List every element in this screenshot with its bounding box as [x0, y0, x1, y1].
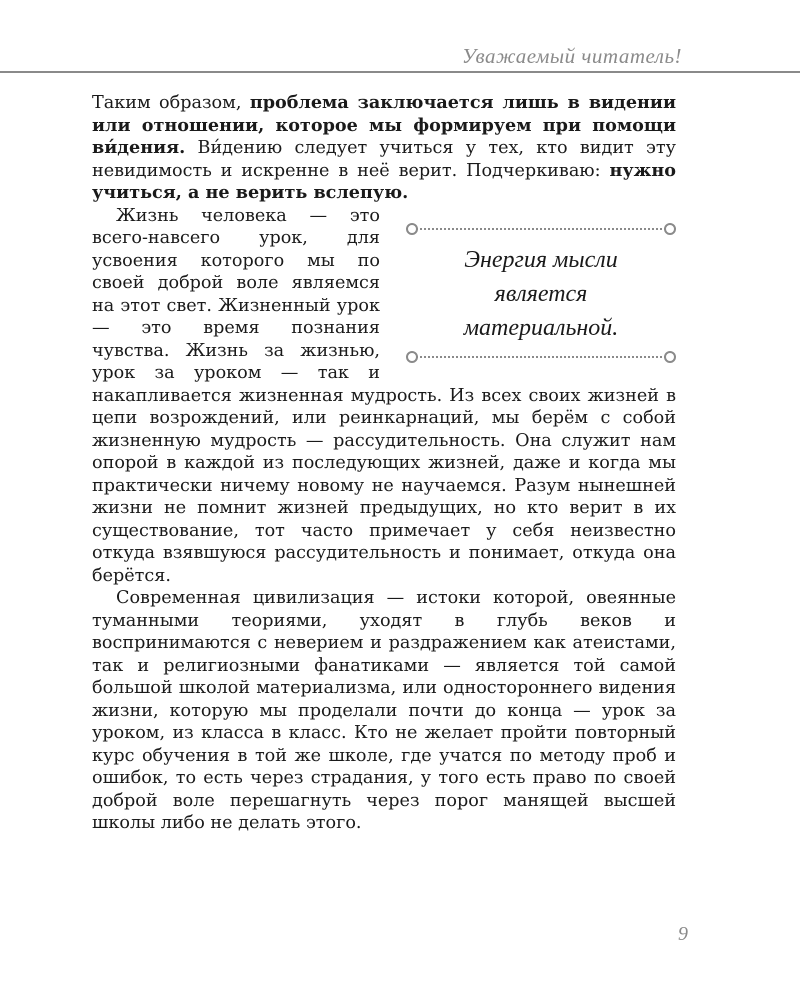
pull-quote	[406, 213, 676, 373]
pull-quote-top-rule	[416, 228, 666, 230]
circle-ornament-icon	[664, 223, 676, 235]
paragraph-1-middle: Ви́дению следует учиться у тех, кто видит эту невидимость и искренне в неё верит. Подчеркиваю:	[92, 138, 676, 181]
pull-quote-line-3: материальной.	[463, 314, 619, 341]
paragraph-3: Современная цивилизация — истоки которой, овеянные туманными теориями, уходят в глубь веков и воспринимаются с неверием и раздражением как атеистами, так и религиозными фанатиками — является той самой большой школой материализма, или одностороннего видения жизни, которую мы проделали почти до конца — урок за уроком, из класса в класс. Кто не желает пройти повторный курс обучения в той же школе, где учатся по методу проб и ошибок, то есть через страдания, у того есть право по своей доброй воле перешагнуть через порог манящей высшей школы либо не делать этого.	[92, 588, 676, 833]
paragraph-1-bold-2: нужно учиться, а не верить вслепую.	[92, 159, 676, 203]
paragraph-2: Жизнь человека — это всего-навсего урок, для усвоения которого мы по своей доброй воле являемся на этот свет. Жизненный урок — это время познания чувства. Жизнь за жизнью, урок за уроком — так и накапливается жизненная мудрость. Из всех своих жизней в цепи возрождений, или реинкарнаций, мы берём с собой жизненную мудрость — рассудительность. Она служит нам опорой в каждой из последующих жизней, даже и когда мы практически ничему новому не научаемся. Разум нынешней жизни не помнит жизней предыдущих, но кто верит в их существование, тот часто примечает у себя неизвестно откуда взявшуюся рассудительность и понимает, откуда она берётся.	[92, 205, 676, 586]
circle-ornament-icon	[664, 351, 676, 363]
running-head: Уважаемый читатель!	[461, 44, 682, 68]
circle-ornament-icon	[406, 351, 418, 363]
page-number: 9	[678, 923, 688, 945]
body-text	[92, 92, 676, 835]
pull-quote-line-1: Энергия мысли	[464, 246, 618, 273]
pull-quote-text	[406, 243, 676, 345]
paragraph-1-lead: Таким образом,	[92, 93, 250, 113]
header-rule	[0, 71, 800, 73]
paragraph-1	[92, 92, 676, 205]
circle-ornament-icon	[406, 223, 418, 235]
paragraph-1-bold-1: проблема заключается лишь в видении или отношении, которое мы формируем при помощи ви́дения.	[92, 92, 676, 158]
pull-quote-bottom-rule	[416, 356, 666, 358]
pull-quote-line-2: является	[494, 280, 588, 307]
